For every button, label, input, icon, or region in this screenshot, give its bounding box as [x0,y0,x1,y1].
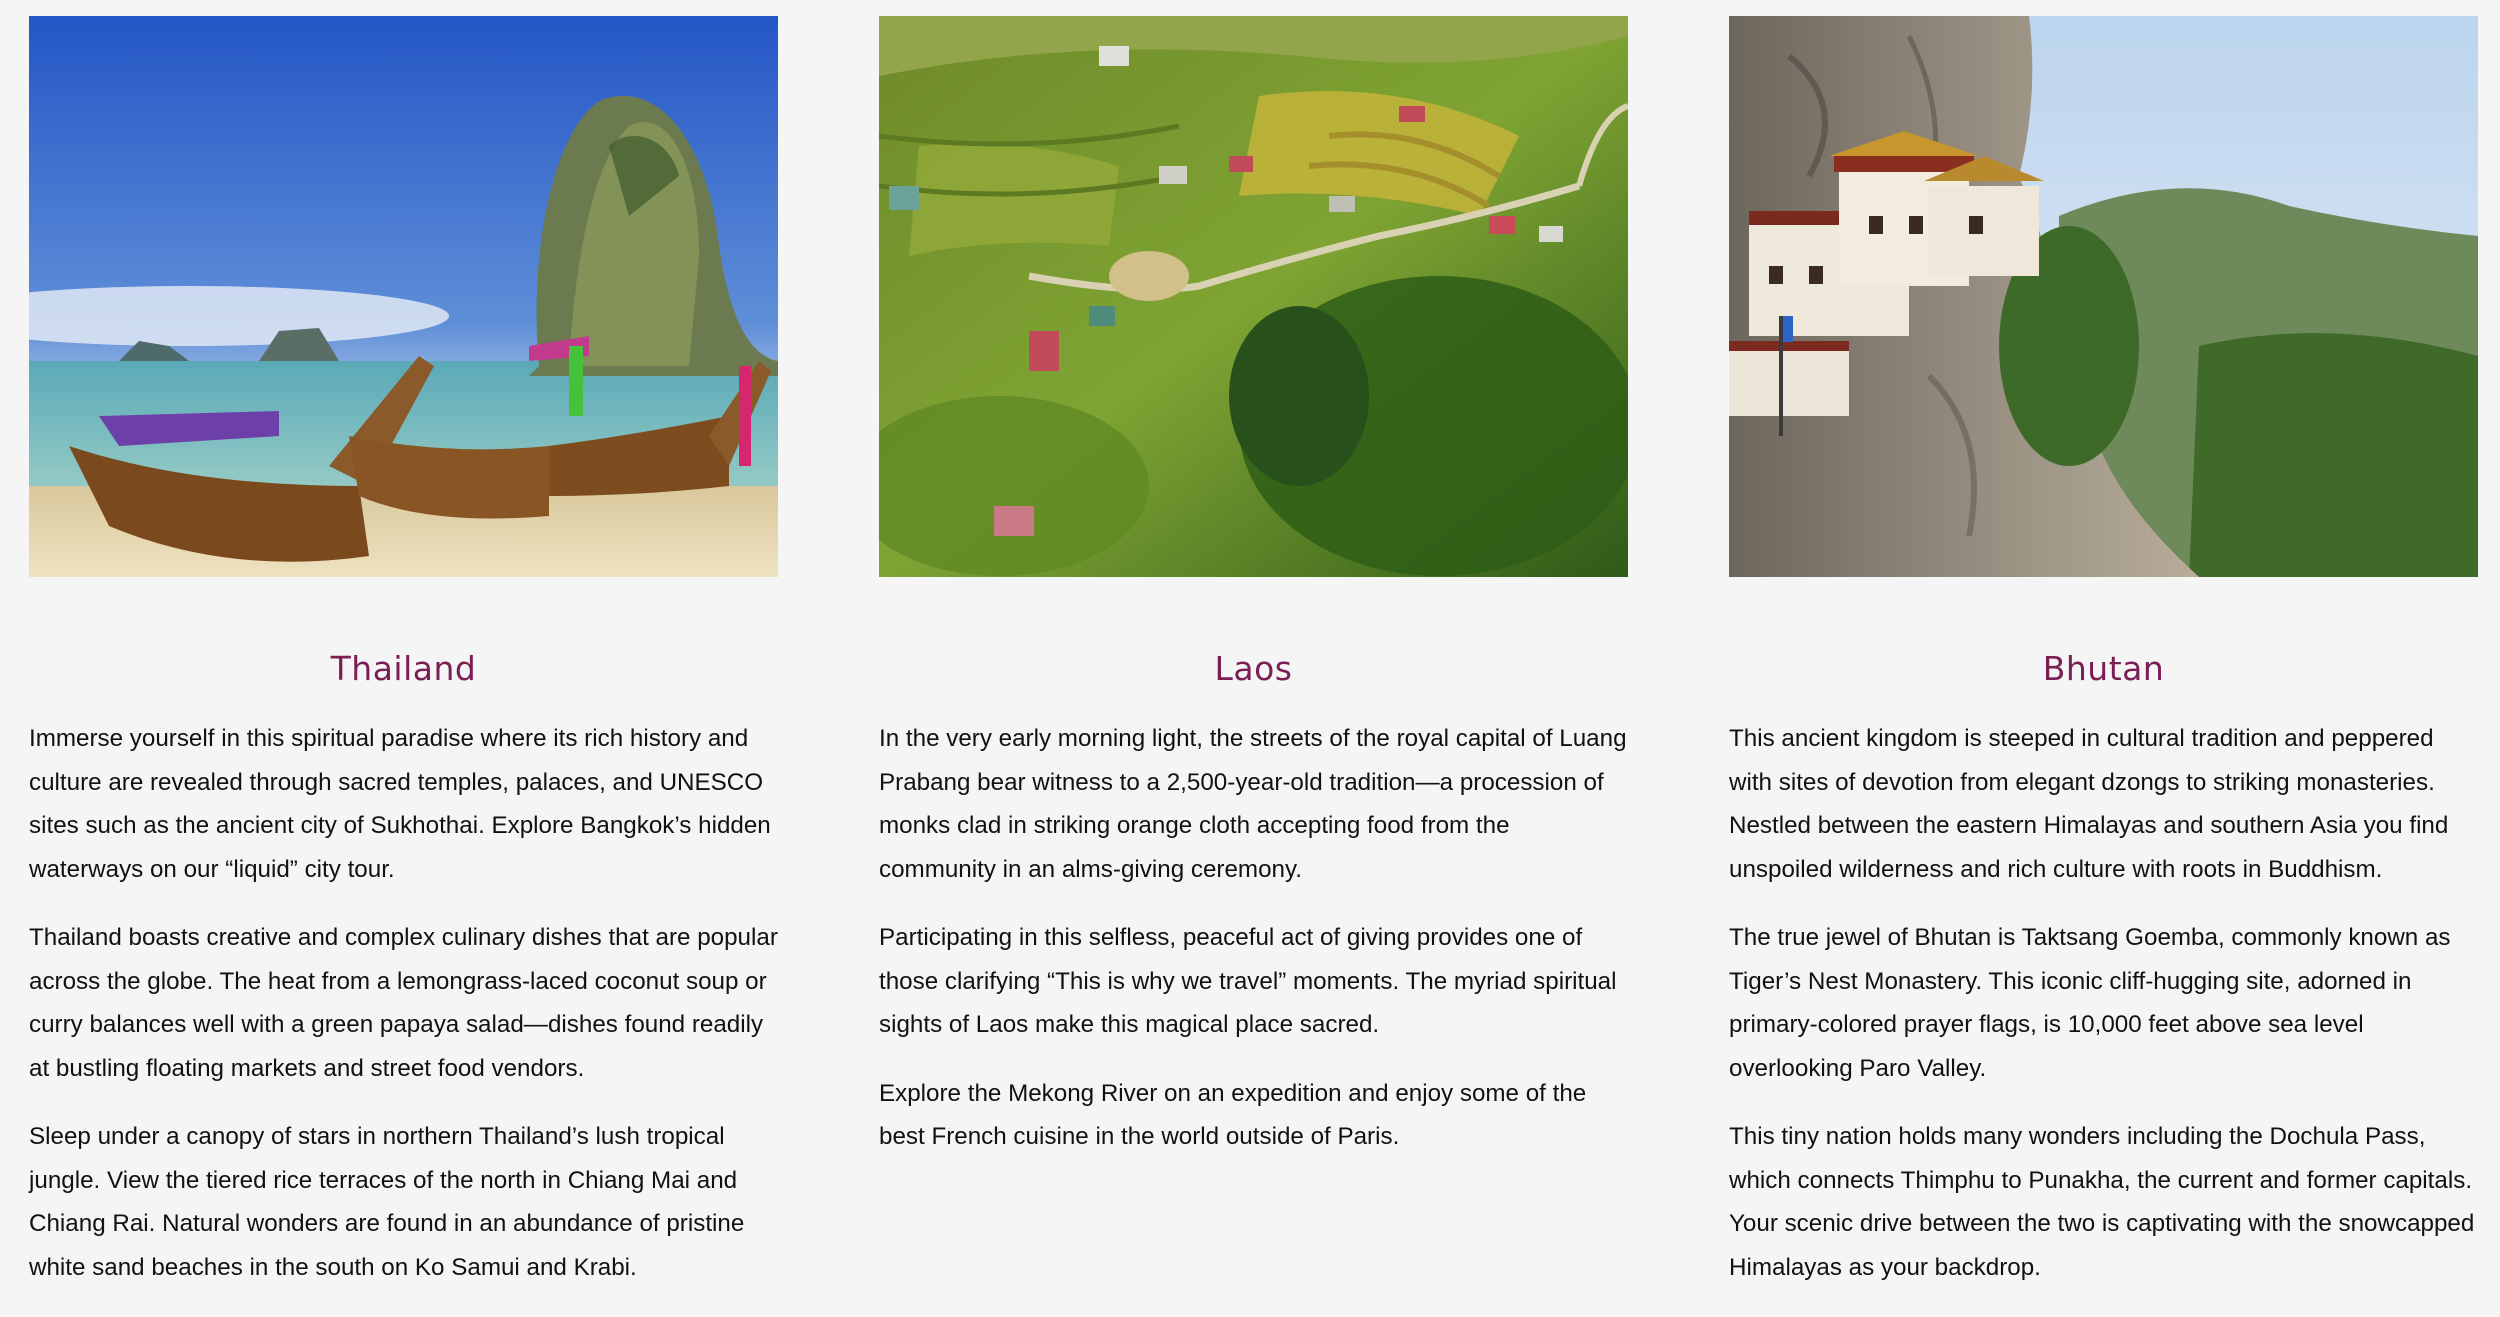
destination-paragraph: Immerse yourself in this spiritual paradise where its rich history and culture are revealed through sacred temples, palaces, and UNESCO sites such as the ancient city of Sukhothai. Explore Bangkok’s hidden waterways on our “liquid” city tour. [29,725,771,883]
destination-paragraph: The true jewel of Bhutan is Taktsang Goemba, commonly known as Tiger’s Nest Monastery. This iconic cliff-hugging site, adorned in primary-colored prayer flags, is 10,000 feet above sea level overlooking Paro Valley. [1729,924,2451,1082]
destination-card-thailand [29,16,778,1314]
destination-title: Thailand [330,649,477,688]
destination-description [879,713,1628,1159]
destination-title: Bhutan [2042,649,2165,688]
destination-paragraph: Participating in this selfless, peaceful act of giving provides one of those clarifying “This is why we travel” moments. The myriad spiritual sights of Laos make this magical place sacred. [879,924,1617,1038]
bhutan-tigers-nest-photo [1729,16,2478,577]
destination-paragraph: This ancient kingdom is steeped in cultural tradition and peppered with sites of devotion from elegant dzongs to striking monasteries. Nestled between the eastern Himalayas and southern Asia you find unspoiled wilderness and rich culture with roots in Buddhism. [1729,725,2449,883]
destination-paragraph: This tiny nation holds many wonders including the Dochula Pass, which connects Thimphu to Punakha, the current and former capitals. Your scenic drive between the two is captivating with the snowcapped Himalayas as your backdrop. [1729,1123,2475,1281]
laos-photo-illustration [879,16,1628,577]
destination-paragraph: Sleep under a canopy of stars in northern Thailand’s lush tropical jungle. View the tiered rice terraces of the north in Chiang Mai and Chiang Rai. Natural wonders are found in an abundance of pristine white sand beaches in the south on Ko Samui and Krabi. [29,1123,745,1281]
bhutan-photo-illustration [1729,16,2478,577]
destination-paragraph: Explore the Mekong River on an expedition and enjoy some of the best French cuisine in the world outside of Paris. [879,1079,1587,1150]
thailand-photo-illustration [29,16,778,577]
thailand-longtail-boats-photo [29,16,778,577]
destination-paragraph: In the very early morning light, the streets of the royal capital of Luang Prabang bear witness to a 2,500-year-old tradition—a procession of monks clad in striking orange cloth accepting food from the community in an alms-giving ceremony. [879,725,1627,883]
destination-paragraph: Thailand boasts creative and complex culinary dishes that are popular across the globe. The heat from a lemongrass-laced coconut soup or curry balances well with a green papaya salad—dishes found readily at bustling floating markets and street food vendors. [29,924,778,1082]
destination-description [29,713,778,1289]
destination-card-laos [879,16,1628,1184]
destination-title: Laos [1214,649,1293,688]
destination-description [1729,713,2478,1289]
destination-card-bhutan [1729,16,2478,1314]
laos-rice-terraces-photo [879,16,1628,577]
